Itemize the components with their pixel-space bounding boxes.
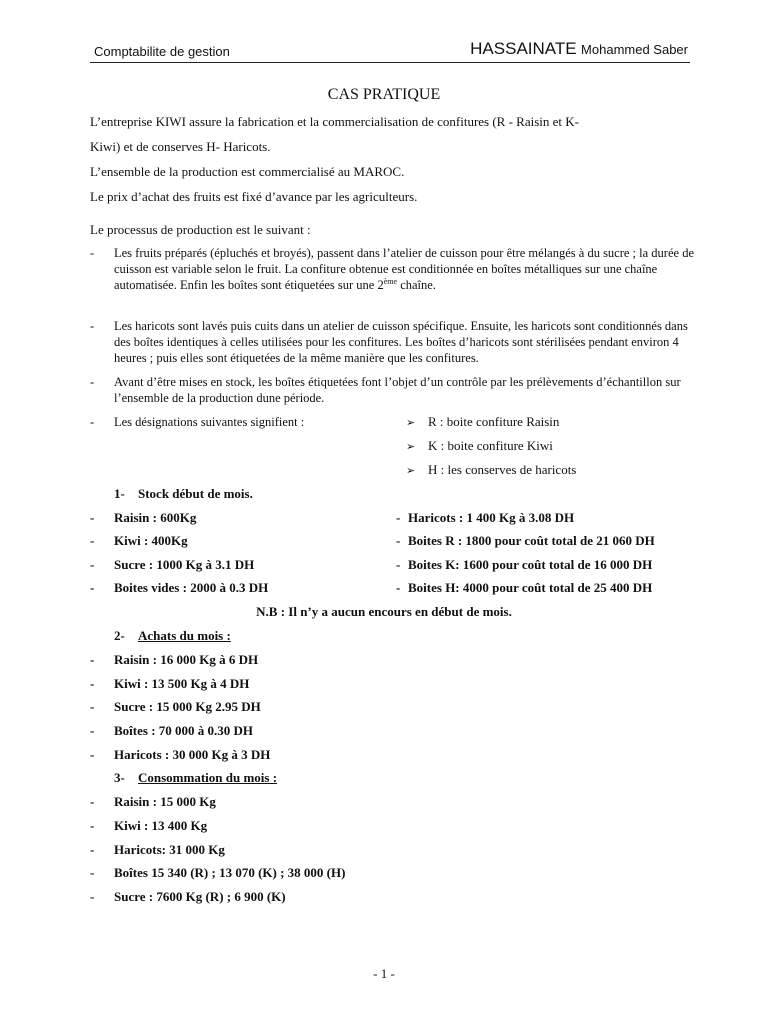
header-author-firstname: Mohammed Saber bbox=[581, 42, 688, 57]
section-stock-title bbox=[114, 486, 253, 502]
header-author-lastname: HASSAINATE bbox=[470, 39, 577, 58]
process-intro: Le processus de production est le suivant : bbox=[90, 222, 311, 237]
stock-left-item: - Boites vides : 2000 à 0.3 DH bbox=[90, 580, 269, 595]
process-item-haricots-text: Les haricots sont lavés puis cuits dans un atelier de cuisson spécifique. Ensuite, les haricots sont conditionnés dans des boîtes identiques à celles utilisées pour les confitures. Les boîtes d’haricots sont stérilisées pendant environ 4 heures ; puis elles sont étiquetées de la même manière que les confitures. bbox=[114, 319, 688, 365]
page-number: - 1 - bbox=[373, 966, 395, 981]
consommation-item: - Boîtes 15 340 (R) ; 13 070 (K) ; 38 000 (H) bbox=[90, 865, 346, 880]
bullet-dash: - bbox=[90, 319, 95, 333]
process-item-fruits bbox=[90, 245, 702, 293]
intro-line-3: L’ensemble de la production est commercialisé au MAROC. bbox=[90, 164, 405, 179]
process-item-designations-text: Les désignations suivantes signifient : bbox=[114, 415, 305, 429]
achats-item: - Raisin : 16 000 Kg à 6 DH bbox=[90, 652, 259, 667]
superscript-eme: ème bbox=[383, 276, 398, 286]
stock-left-item: - Kiwi : 400Kg bbox=[90, 533, 188, 548]
section-consommation-title bbox=[114, 770, 277, 786]
achats-item: - Sucre : 15 000 Kg 2.95 DH bbox=[90, 699, 261, 714]
nb-note: N.B : Il n’y a aucun encours en début de mois. bbox=[256, 604, 512, 619]
stock-left-item: - Sucre : 1000 Kg à 3.1 DH bbox=[90, 557, 255, 572]
consommation-item: - Haricots: 31 000 Kg bbox=[90, 842, 225, 857]
process-item-haricots bbox=[90, 318, 702, 366]
intro-line-4: Le prix d’achat des fruits est fixé d’avance par les agriculteurs. bbox=[90, 189, 418, 204]
stock-right-item: - Boites K: 1600 pour coût total de 16 000 DH bbox=[396, 557, 653, 572]
section-number: 1- bbox=[114, 486, 125, 501]
designation-k bbox=[406, 438, 553, 454]
intro-line-2: Kiwi) et de conserves H- Haricots. bbox=[90, 139, 271, 154]
process-item-designations bbox=[90, 414, 702, 430]
section-achats-title bbox=[114, 628, 231, 644]
consommation-item: - Sucre : 7600 Kg (R) ; 6 900 (K) bbox=[90, 889, 286, 904]
achats-item: - Haricots : 30 000 Kg à 3 DH bbox=[90, 747, 271, 762]
achats-item: - Boîtes : 70 000 à 0.30 DH bbox=[90, 723, 254, 738]
process-item-controle-text: Avant d’être mises en stock, les boîtes étiquetées font l’objet d’un contrôle par les prélèvements d’échantillon sur l’ensemble de la production dune période. bbox=[114, 375, 681, 405]
stock-left-item: - Raisin : 600Kg bbox=[90, 510, 197, 525]
designation-r-text: R : boite confiture Raisin bbox=[428, 414, 560, 429]
designation-h-text: H : les conserves de haricots bbox=[428, 462, 577, 477]
consommation-item: - Raisin : 15 000 Kg bbox=[90, 794, 216, 809]
stock-right-item: - Haricots : 1 400 Kg à 3.08 DH bbox=[396, 510, 575, 525]
document-title: CAS PRATIQUE bbox=[327, 86, 441, 103]
section-consommation-label: Consommation du mois : bbox=[138, 770, 278, 785]
bullet-dash: - bbox=[90, 415, 95, 429]
section-stock-label: Stock début de mois. bbox=[138, 486, 253, 501]
stock-right-item: - Boites H: 4000 pour coût total de 25 400 DH bbox=[396, 580, 653, 595]
arrow-bullet-icon: ➢ bbox=[406, 465, 416, 477]
bullet-dash: - bbox=[90, 375, 95, 389]
bullet-dash: - bbox=[90, 246, 95, 260]
designation-h bbox=[406, 462, 576, 478]
section-number: 2- bbox=[114, 628, 125, 643]
achats-item: - Kiwi : 13 500 Kg à 4 DH bbox=[90, 676, 250, 691]
designation-r bbox=[406, 414, 559, 430]
header-course-title: Comptabilite de gestion bbox=[94, 44, 230, 59]
page-header bbox=[90, 38, 690, 63]
consommation-item: - Kiwi : 13 400 Kg bbox=[90, 818, 208, 833]
process-item-fruits-text: Les fruits préparés (épluchés et broyés), passent dans l’atelier de cuisson pour être mélangés à du sucre ; la durée de cuisson est variable selon le fruit. La confiture obtenue est conditionnée en boîtes métalliques sur une chaîne automatisée. Enfin les boîtes sont étiquetées sur une 2 bbox=[114, 246, 694, 292]
intro-line-1: L’entreprise KIWI assure la fabrication et la commercialisation de confitures (R - Raisin et K- bbox=[90, 114, 580, 129]
process-item-controle bbox=[90, 374, 702, 406]
section-number: 3- bbox=[114, 770, 125, 785]
designation-k-text: K : boite confiture Kiwi bbox=[428, 438, 553, 453]
arrow-bullet-icon: ➢ bbox=[406, 417, 416, 429]
stock-right-item: - Boites R : 1800 pour coût total de 21 060 DH bbox=[396, 533, 655, 548]
header-author bbox=[470, 39, 688, 59]
section-achats-label: Achats du mois : bbox=[138, 628, 231, 643]
process-item-fruits-end: chaîne. bbox=[397, 278, 436, 292]
arrow-bullet-icon: ➢ bbox=[406, 441, 416, 453]
